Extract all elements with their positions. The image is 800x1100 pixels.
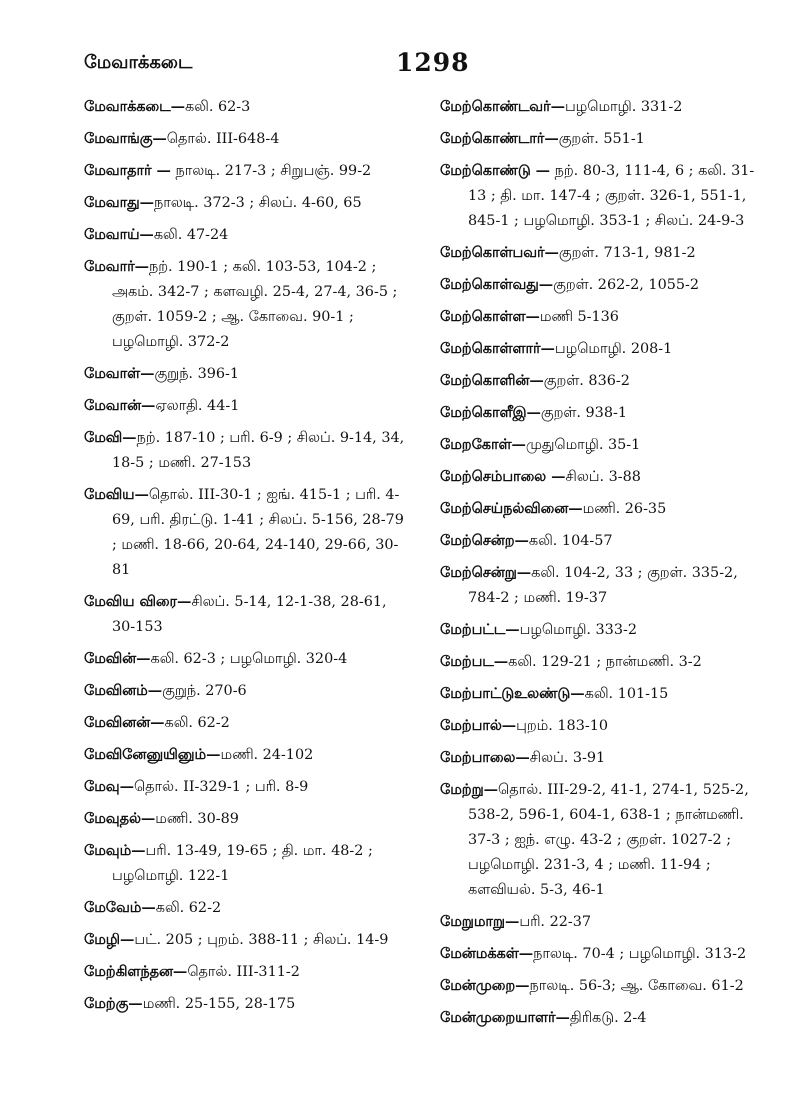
index-entry: மேவாங்கு—தொல். III-648-4 [84,130,280,147]
left-column [84,94,410,1023]
index-entry: மேற்செம்பாலை —சிலப். 3-88 [440,468,641,485]
index-entry: மேற்பாட்டுஉலண்டு—கலி. 101-15 [440,685,669,702]
index-entry: மேற்கொள்ள—மணி 5-136 [440,308,619,325]
index-entry: மேற்பாலை—சிலப். 3-91 [440,749,606,766]
index-entry: மேற்கொண்டவர்—பழமொழி. 331-2 [440,98,683,115]
index-entry: மேற்று—தொல். III-29-2, 41-1, 274-1, 525-2, 538-2, 596-1, 604-1, 638-1 ; நான்மணி. 37-3 ; ஐந். எழு. 43-2 ; குறள். 1027-2 ; பழமொழி. 231-3, 4 ; மணி. 11-94 ; களவியல். 5-3, 46-1 [440,781,749,898]
index-entry: மேற்கொள்ளார்—பழமொழி. 208-1 [440,340,673,357]
index-entry: மேவாது—நாலடி. 372-3 ; சிலப். 4-60, 65 [84,194,362,211]
index-entry: மேற்கு—மணி. 25-155, 28-175 [84,995,296,1012]
index-entry: மேவேம்—கலி. 62-2 [84,899,222,916]
index-entry: மேவினம்—குறுந். 270-6 [84,682,247,699]
index-entry: மேற்சென்ற—கலி. 104-57 [440,532,613,549]
index-entry: மேவாய்—கலி. 47-24 [84,226,229,243]
index-entry: மேன்முறை—நாலடி. 56-3; ஆ. கோவை. 61-2 [440,977,744,994]
page-header [84,48,760,88]
index-entry: மேவாக்கடை—கலி. 62-3 [84,98,251,115]
index-entry: மேற்செய்நல்வினை—மணி. 26-35 [440,500,667,517]
index-entry: மேறகோள்—முதுமொழி. 35-1 [440,436,641,453]
index-entry: மேவிய—தொல். III-30-1 ; ஐங். 415-1 ; பரி. 4-69, பரி. திரட்டு. 1-41 ; சிலப். 5-156, 28-79 ; மணி. 18-66, 20-64, 24-140, 29-66, 30-81 [84,486,404,578]
index-entry: மேவினன்—கலி. 62-2 [84,714,230,731]
index-entry: மேற்கொண்டார்—குறள். 551-1 [440,130,645,147]
index-entry: மேவாள்—குறுந். 396-1 [84,365,240,382]
index-entry: மேவு—தொல். II-329-1 ; பரி. 8-9 [84,778,309,795]
right-column [440,94,770,1037]
index-entry: மேழி—பட். 205 ; புறம். 388-11 ; சிலப். 14-9 [84,931,389,948]
index-entry: மேவார்—நற். 190-1 ; கலி. 103-53, 104-2 ; அகம். 342-7 ; களவழி. 25-4, 27-4, 36-5 ; குறள். 1059-2 ; ஆ. கோவை. 90-1 ; பழமொழி. 372-2 [84,258,398,350]
index-entry: மேற்கொண்டு — நற். 80-3, 111-4, 6 ; கலி. 31-13 ; தி. மா. 147-4 ; குறள். 326-1, 551-1, 845-1 ; பழமொழி. 353-1 ; சிலப். 24-9-3 [440,162,755,229]
index-entry: மேவுதல்—மணி. 30-89 [84,810,239,827]
index-entry: மேற்கொளின்—குறள். 836-2 [440,372,630,389]
index-entry: மேற்சென்று—கலி. 104-2, 33 ; குறள். 335-2, 784-2 ; மணி. 19-37 [440,564,738,606]
index-entry: மேறுமாறு—பரி. 22-37 [440,913,592,930]
index-entry: மேற்கிளந்தன—தொல். III-311-2 [84,963,300,980]
index-entry: மேற்பால்—புறம். 183-10 [440,717,609,734]
index-entry: மேற்கொள்பவர்—குறள். 713-1, 981-2 [440,244,696,261]
index-entry: மேவும்—பரி. 13-49, 19-65 ; தி. மா. 48-2 ; பழமொழி. 122-1 [84,842,373,884]
index-entry: மேவான்—ஏலாதி. 44-1 [84,397,240,414]
index-entry: மேவினேனுயினும்—மணி. 24-102 [84,746,314,763]
running-head: மேவாக்கடை [84,52,193,73]
page-number: 1298 [396,48,470,77]
index-entry: மேவின்—கலி. 62-3 ; பழமொழி. 320-4 [84,650,348,667]
index-entry: மேற்கொள்வது—குறள். 262-2, 1055-2 [440,276,700,293]
index-entry: மேற்பட்ட—பழமொழி. 333-2 [440,621,637,638]
index-entry: மேற்கொளீஇ—குறள். 938-1 [440,404,628,421]
index-entry: மேன்மக்கள்—நாலடி. 70-4 ; பழமொழி. 313-2 [440,945,747,962]
index-entry: மேன்முறையாளர்—திரிகடு. 2-4 [440,1009,647,1026]
index-entry: மேவி—நற். 187-10 ; பரி. 6-9 ; சிலப். 9-14, 34, 18-5 ; மணி. 27-153 [84,429,405,471]
index-entry: மேவிய விரை—சிலப். 5-14, 12-1-38, 28-61, 30-153 [84,593,387,635]
index-entry: மேற்பட—கலி. 129-21 ; நான்மணி. 3-2 [440,653,702,670]
index-entry: மேவாதார் — நாலடி. 217-3 ; சிறுபஞ். 99-2 [84,162,372,179]
